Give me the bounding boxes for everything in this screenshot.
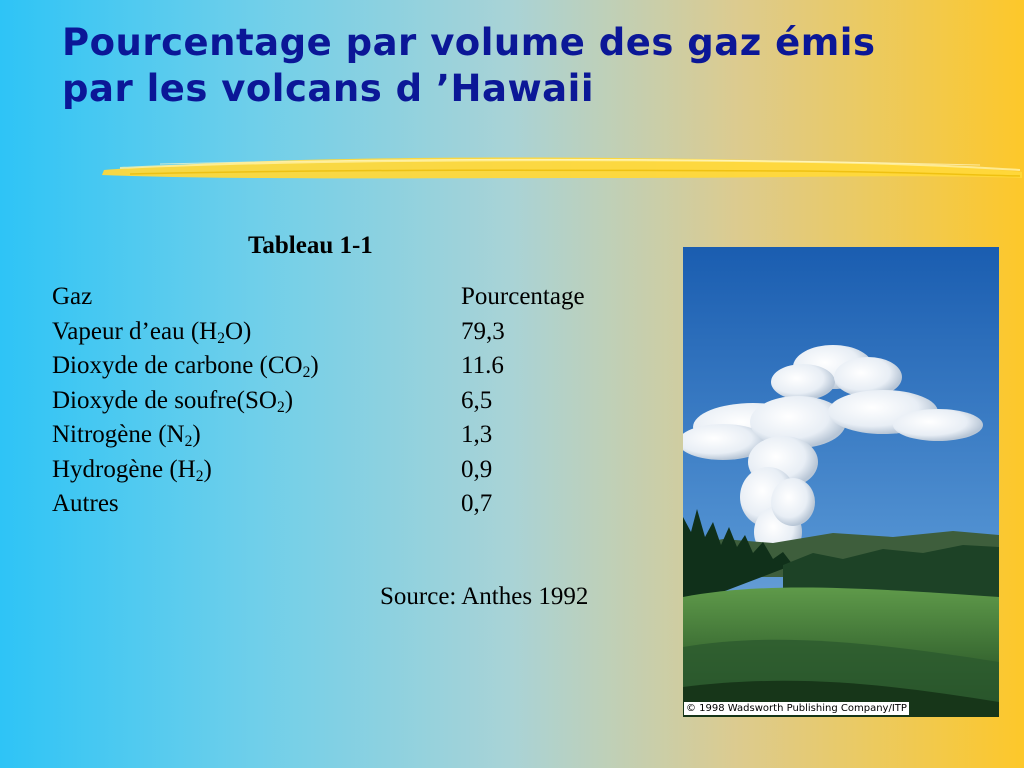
- gas-name: Dioxyde de carbone $(CO_2)$: [52, 352, 319, 381]
- source-note: Source: Anthes 1992: [380, 583, 589, 610]
- gas-name: Dioxyde de $soufre(SO_2)$: [52, 386, 294, 416]
- slide-title-line-2: par les volcans d ’Hawaii: [62, 67, 594, 110]
- gas-name: Hydrogène $(H_2)$: [52, 455, 212, 485]
- gas-percent: 11.6: [461, 352, 504, 379]
- gas-percent: 1,3: [461, 421, 493, 448]
- slide-title-line-1: Pourcentage par volume des gaz émis: [62, 21, 876, 64]
- gas-percent: 79,3: [461, 317, 505, 345]
- header-percent: Pourcentage: [461, 283, 585, 310]
- volcano-eruption-photo: [683, 247, 999, 717]
- gas-name: Vapeur d’eau $(H_2O)$: [52, 317, 252, 347]
- gas-percent: 0,9: [461, 455, 493, 483]
- gas-percent: 6,5: [461, 386, 493, 414]
- gas-percent: 0,7: [461, 490, 493, 517]
- brush-stroke-divider: [100, 148, 1024, 190]
- gas-name: Autres: [52, 490, 119, 517]
- header-gas: Gaz: [52, 283, 93, 310]
- gas-name: Nitrogène $(N_2)$: [52, 421, 201, 450]
- photo-credit: © 1998 Wadsworth Publishing Company/ITP: [686, 703, 907, 714]
- slide-title: [62, 20, 942, 112]
- table-caption: Tableau 1-1: [248, 232, 373, 259]
